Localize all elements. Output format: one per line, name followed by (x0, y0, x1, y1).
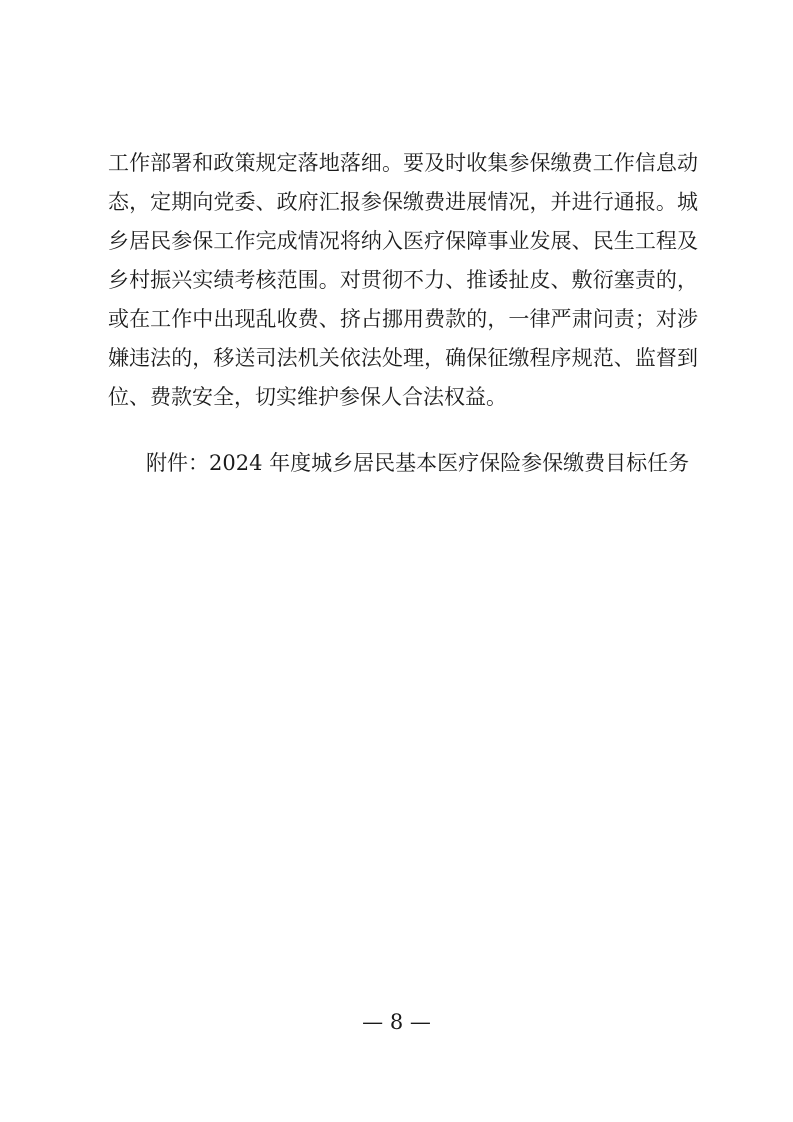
attachment-note: 附件：2024 年度城乡居民基本医疗保险参保缴费目标任务 (146, 451, 690, 475)
paragraph-line: 态，定期向党委、政府汇报参保缴费进展情况，并进行通报。城 (108, 190, 698, 214)
paragraph-line: 乡居民参保工作完成情况将纳入医疗保障事业发展、民生工程及 (108, 229, 698, 253)
paragraph-line: 位、费款安全，切实维护参保人合法权益。 (108, 385, 507, 409)
body-paragraph (108, 144, 698, 417)
paragraph-line: 乡村振兴实绩考核范围。对贯彻不力、推诿扯皮、敷衍塞责的， (108, 268, 698, 292)
paragraph-line: 或在工作中出现乱收费、挤占挪用费款的，一律严肃问责；对涉 (108, 307, 698, 331)
page-number: — 8 — (362, 1010, 431, 1034)
paragraph-line: 嫌违法的，移送司法机关依法处理，确保征缴程序规范、监督到 (108, 346, 698, 370)
paragraph-line: 工作部署和政策规定落地落细。要及时收集参保缴费工作信息动 (108, 151, 698, 175)
